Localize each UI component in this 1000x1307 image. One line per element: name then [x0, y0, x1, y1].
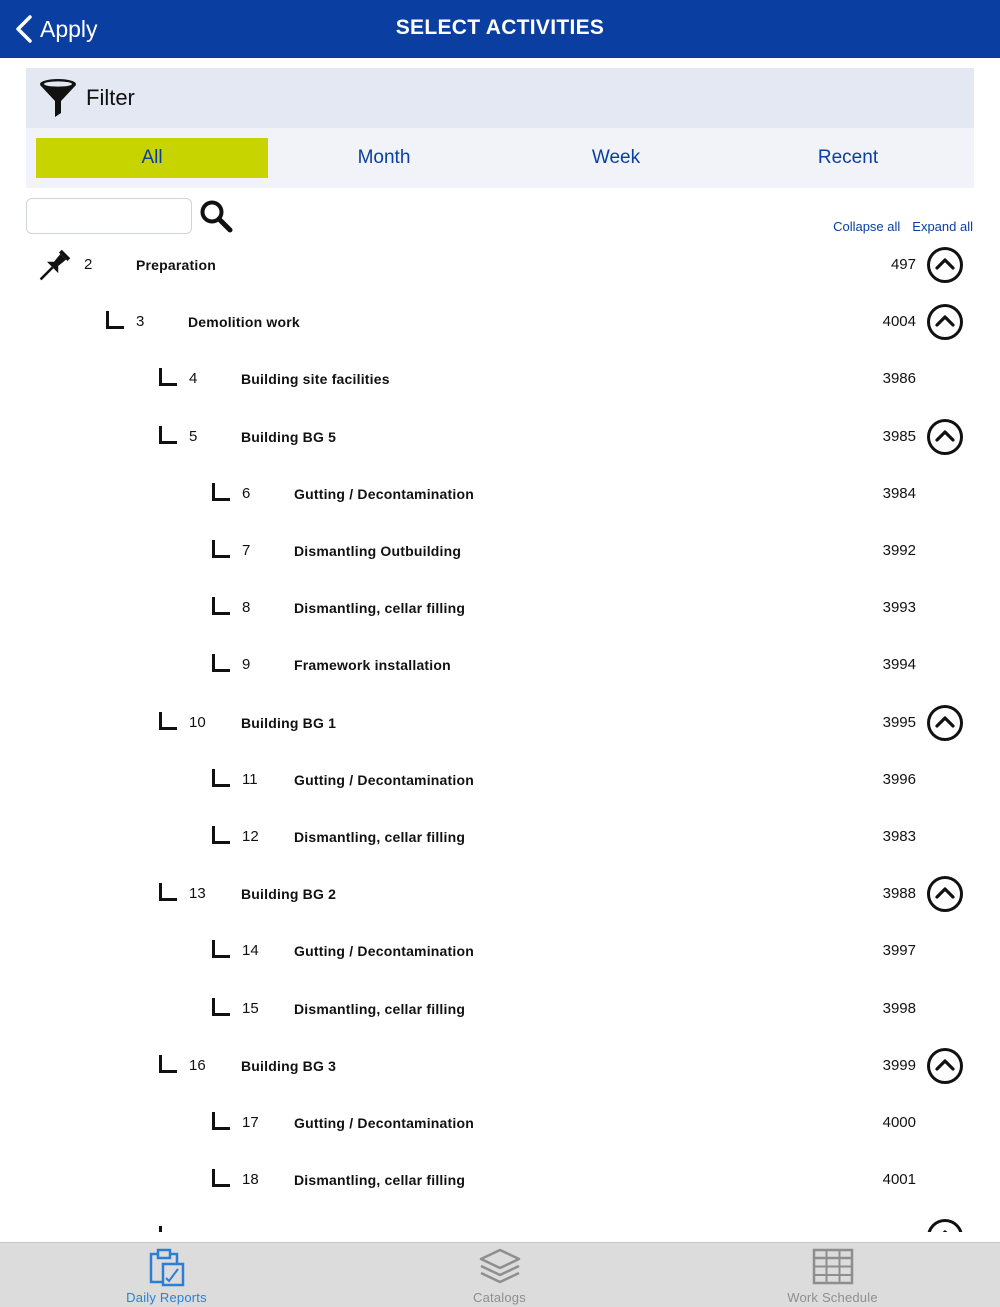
navigation-bar	[0, 0, 1000, 58]
tree-row[interactable]	[0, 579, 1000, 636]
tree-branch-connector	[106, 311, 124, 329]
activity-code: 3994	[882, 656, 916, 674]
tree-branch-connector	[212, 483, 230, 501]
search-input[interactable]	[26, 198, 192, 234]
activity-name: Dismantling, cellar filling	[294, 1000, 466, 1017]
period-segmented-control	[26, 128, 974, 188]
segment-all[interactable]: All	[36, 138, 268, 178]
collapse-all-link[interactable]: Collapse all	[833, 219, 901, 234]
tab-label: Catalogs	[473, 1290, 526, 1305]
tree-branch-connector	[159, 1226, 177, 1232]
collapse-toggle-icon[interactable]	[926, 246, 964, 284]
tree-branch-connector	[159, 1055, 177, 1073]
collapse-toggle-icon[interactable]	[926, 704, 964, 742]
tab-bar	[0, 1242, 1000, 1307]
tree-branch-connector	[159, 883, 177, 901]
activity-name: Framework installation	[294, 657, 451, 674]
tree-row[interactable]	[0, 808, 1000, 865]
row-number: 14	[242, 942, 259, 960]
search-icon[interactable]	[198, 198, 234, 234]
tree-row[interactable]	[0, 751, 1000, 808]
tab-daily-reports[interactable]	[0, 1243, 333, 1307]
funnel-icon	[36, 76, 80, 120]
activity-code: 3992	[882, 542, 916, 559]
row-number: 7	[242, 542, 251, 559]
tab-label: Work Schedule	[787, 1290, 878, 1305]
activity-name: Gutting / Decontamination	[294, 485, 474, 502]
filter-header[interactable]	[26, 68, 974, 128]
tree-row[interactable]	[0, 922, 1000, 979]
collapse-toggle-icon[interactable]	[926, 875, 964, 913]
activity-code: 3999	[882, 1056, 916, 1074]
tree-branch-connector	[212, 769, 230, 787]
tree-row[interactable]	[0, 865, 1000, 922]
activity-code: 3986	[882, 370, 916, 388]
pin-icon[interactable]	[34, 246, 74, 286]
row-number: 10	[189, 713, 206, 731]
apply-label: Apply	[40, 15, 98, 42]
tree-branch-connector	[212, 540, 230, 558]
tree-branch-connector	[212, 998, 230, 1016]
activity-name: Gutting / Decontamination	[294, 943, 474, 960]
tab-label: Daily Reports	[126, 1290, 207, 1305]
page-title: SELECT ACTIVITIES	[395, 16, 605, 39]
collapse-toggle-icon[interactable]	[926, 303, 964, 341]
row-number: 9	[242, 656, 251, 674]
collapse-toggle-icon[interactable]	[926, 418, 964, 456]
activity-code: 4004	[882, 313, 916, 331]
tree-actions	[833, 219, 973, 234]
row-number: 3	[136, 313, 145, 331]
tree-row[interactable]	[0, 636, 1000, 693]
tree-branch-connector	[159, 368, 177, 386]
tree-branch-connector	[212, 1112, 230, 1130]
activity-code: 3997	[882, 942, 916, 960]
collapse-toggle-icon[interactable]	[926, 1218, 964, 1232]
segment-month[interactable]: Month	[357, 147, 411, 168]
activity-code: 4000	[882, 1114, 916, 1131]
tree-branch-connector	[159, 426, 177, 444]
tree-row[interactable]	[0, 694, 1000, 751]
row-number: 5	[189, 427, 198, 445]
activity-name: Building BG 1	[241, 714, 337, 731]
activity-name: Gutting / Decontamination	[294, 1115, 474, 1131]
activity-code: 3995	[882, 713, 916, 731]
row-number: 16	[189, 1056, 206, 1074]
row-number: 8	[242, 599, 251, 617]
tree-branch-connector	[212, 826, 230, 844]
activity-name: Gutting / Decontamination	[294, 771, 474, 788]
tree-branch-connector	[212, 654, 230, 672]
activity-name: Dismantling, cellar filling	[294, 1172, 466, 1189]
tab-catalogs[interactable]	[333, 1243, 666, 1307]
row-number: 18	[242, 1171, 259, 1189]
row-number: 11	[242, 770, 258, 788]
activity-name: Demolition work	[188, 314, 300, 331]
activity-code: 3988	[882, 885, 916, 903]
activity-code: 4001	[882, 1171, 916, 1189]
activity-name: Dismantling, cellar filling	[294, 829, 466, 845]
activity-code: 3996	[882, 770, 916, 788]
tree-branch-connector	[212, 597, 230, 615]
segment-recent[interactable]: Recent	[817, 147, 879, 168]
activity-code: 3984	[882, 484, 916, 502]
tree-row[interactable]	[0, 408, 1000, 465]
activity-name: Building BG 3	[241, 1057, 337, 1074]
tree-row[interactable]	[0, 350, 1000, 407]
tree-row[interactable]	[0, 1151, 1000, 1208]
row-number: 6	[242, 484, 251, 502]
layers-icon	[478, 1247, 522, 1287]
row-number: 2	[84, 256, 93, 273]
activity-name: Dismantling Outbuilding	[294, 543, 462, 559]
activity-name: Building BG 5	[241, 428, 337, 445]
row-number: 17	[242, 1114, 259, 1131]
activity-name: Building BG 2	[241, 886, 337, 903]
tree-row[interactable]	[0, 236, 1000, 293]
tree-branch-connector	[212, 1169, 230, 1187]
tree-row[interactable]	[0, 1037, 1000, 1094]
clipboard-icon	[145, 1247, 189, 1287]
expand-all-link[interactable]: Expand all	[912, 219, 973, 234]
filter-label: Filter	[86, 85, 135, 110]
row-number: 15	[242, 999, 259, 1017]
tree-branch-connector	[159, 712, 177, 730]
tab-work-schedule[interactable]	[666, 1243, 999, 1307]
grid-icon	[811, 1247, 855, 1287]
activity-name: Preparation	[136, 257, 216, 273]
activity-code: 3985	[882, 427, 916, 445]
activity-code: 497	[890, 256, 916, 273]
activity-name: Building site facilities	[241, 371, 390, 388]
tree-row[interactable]	[0, 522, 1000, 579]
segment-week[interactable]: Week	[591, 147, 641, 168]
row-number: 12	[242, 828, 259, 845]
activity-tree	[0, 236, 1000, 1232]
tree-row[interactable]	[0, 293, 1000, 350]
activity-code: 3998	[882, 999, 916, 1017]
tree-row[interactable]	[0, 1094, 1000, 1151]
row-number: 13	[189, 885, 206, 903]
activity-code: 3983	[882, 828, 916, 845]
tree-branch-connector	[212, 940, 230, 958]
tree-row[interactable]	[0, 465, 1000, 522]
tree-row[interactable]	[0, 980, 1000, 1037]
tree-row[interactable]	[0, 1208, 1000, 1232]
activity-code: 3993	[882, 599, 916, 617]
activity-name: Dismantling, cellar filling	[294, 600, 466, 617]
collapse-toggle-icon[interactable]	[926, 1047, 964, 1085]
row-number: 4	[189, 370, 198, 388]
